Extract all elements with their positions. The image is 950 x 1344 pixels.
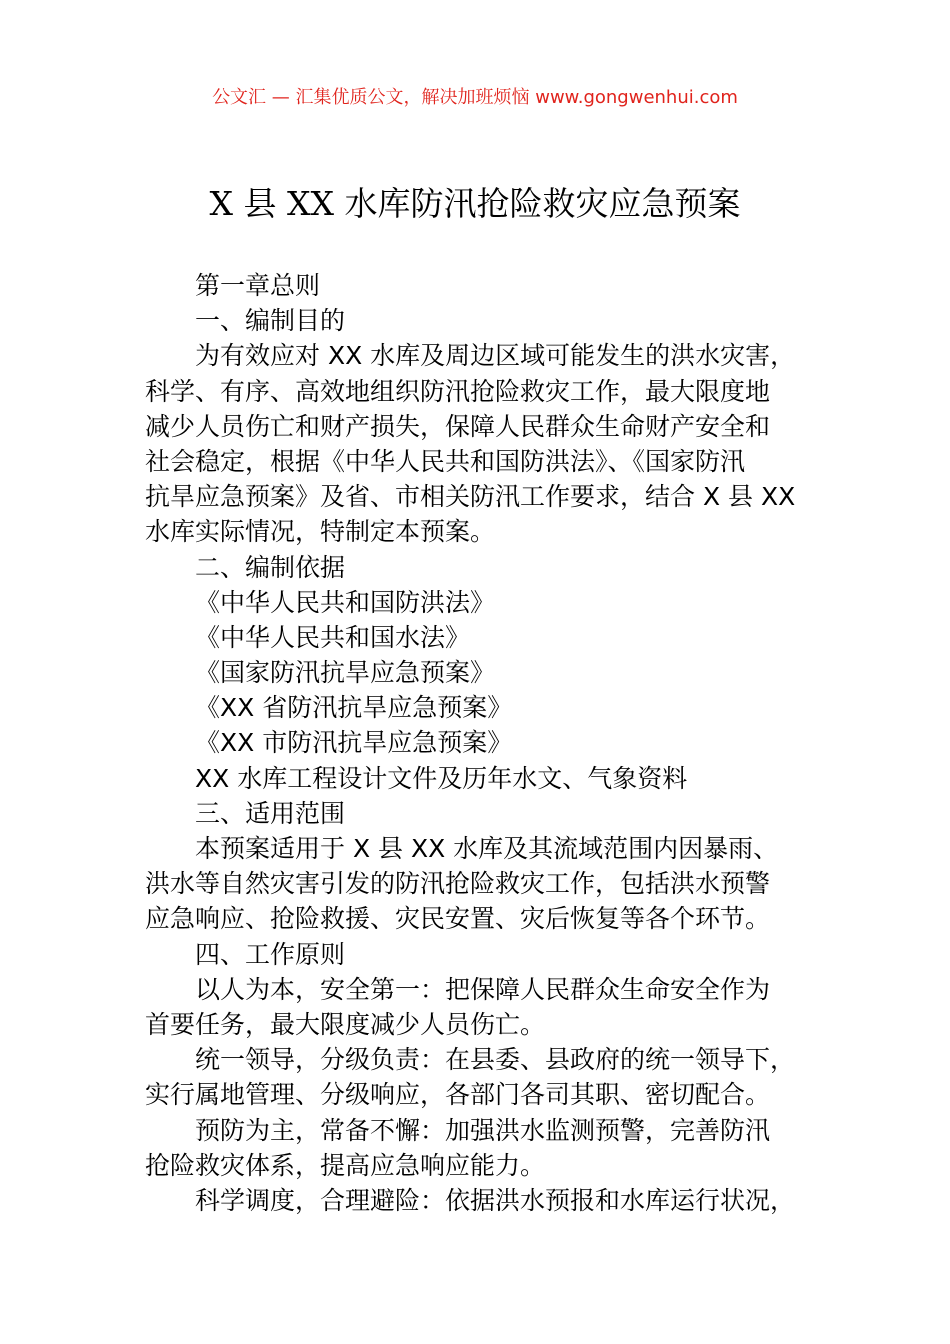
- paragraph-line: 实行属地管理、分级响应，各部门各司其职、密切配合。: [145, 1080, 771, 1110]
- document-title: X 县 XX 水库防汛抢险救灾应急预案: [209, 184, 741, 223]
- paragraph-line: 《XX 省防汛抗旱应急预案》: [195, 693, 513, 723]
- paragraph-line: 预防为主，常备不懈：加强洪水监测预警，完善防汛: [195, 1115, 771, 1145]
- paragraph-line: 《中华人民共和国水法》: [195, 622, 471, 652]
- paragraph-line: 水库实际情况，特制定本预案。: [145, 517, 496, 547]
- paragraph-line: 第一章总则: [195, 271, 321, 300]
- paragraph-line: 抗旱应急预案》及省、市相关防汛工作要求，结合 X 县 XX: [145, 482, 796, 512]
- paragraph-line: 为有效应对 XX 水库及周边区域可能发生的洪水灾害，: [195, 341, 796, 371]
- paragraph-line: 统一领导，分级负责：在县委、县政府的统一领导下，: [195, 1045, 796, 1075]
- paragraph-line: 以人为本，安全第一：把保障人民群众生命安全作为: [195, 974, 771, 1004]
- header-banner: 公文汇 — 汇集优质公文，解决加班烦恼 www.gongwenhui.com: [212, 87, 738, 108]
- document-body: [145, 268, 815, 1218]
- paragraph-line: 应急响应、抢险救援、灾民安置、灾后恢复等各个环节。: [145, 904, 771, 934]
- paragraph-line: 抢险救灾体系，提高应急响应能力。: [145, 1150, 546, 1180]
- paragraph-line: 四、工作原则: [195, 939, 346, 969]
- paragraph-line: XX 水库工程设计文件及历年水文、气象资料: [195, 763, 688, 793]
- paragraph-line: 《国家防汛抗旱应急预案》: [195, 658, 496, 688]
- paragraph-line: 科学调度，合理避险：依据洪水预报和水库运行状况，: [195, 1185, 796, 1215]
- paragraph-line: 一、编制目的: [195, 306, 346, 336]
- paragraph-line: 本预案适用于 X 县 XX 水库及其流域范围内因暴雨、: [195, 834, 779, 863]
- paragraph-line: 科学、有序、高效地组织防汛抢险救灾工作，最大限度地: [145, 376, 771, 406]
- paragraph-line: 二、编制依据: [195, 552, 346, 582]
- paragraph-line: 首要任务，最大限度减少人员伤亡。: [145, 1009, 546, 1039]
- paragraph-line: 社会稳定，根据《中华人民共和国防洪法》、《国家防汛: [145, 446, 746, 476]
- paragraph-line: 《中华人民共和国防洪法》: [195, 587, 496, 617]
- paragraph-line: 减少人员伤亡和财产损失，保障人民群众生命财产安全和: [145, 411, 771, 441]
- paragraph-line: 《XX 市防汛抗旱应急预案》: [195, 728, 513, 758]
- paragraph-line: 洪水等自然灾害引发的防汛抢险救灾工作，包括洪水预警: [145, 869, 771, 899]
- paragraph-line: 三、适用范围: [195, 798, 346, 828]
